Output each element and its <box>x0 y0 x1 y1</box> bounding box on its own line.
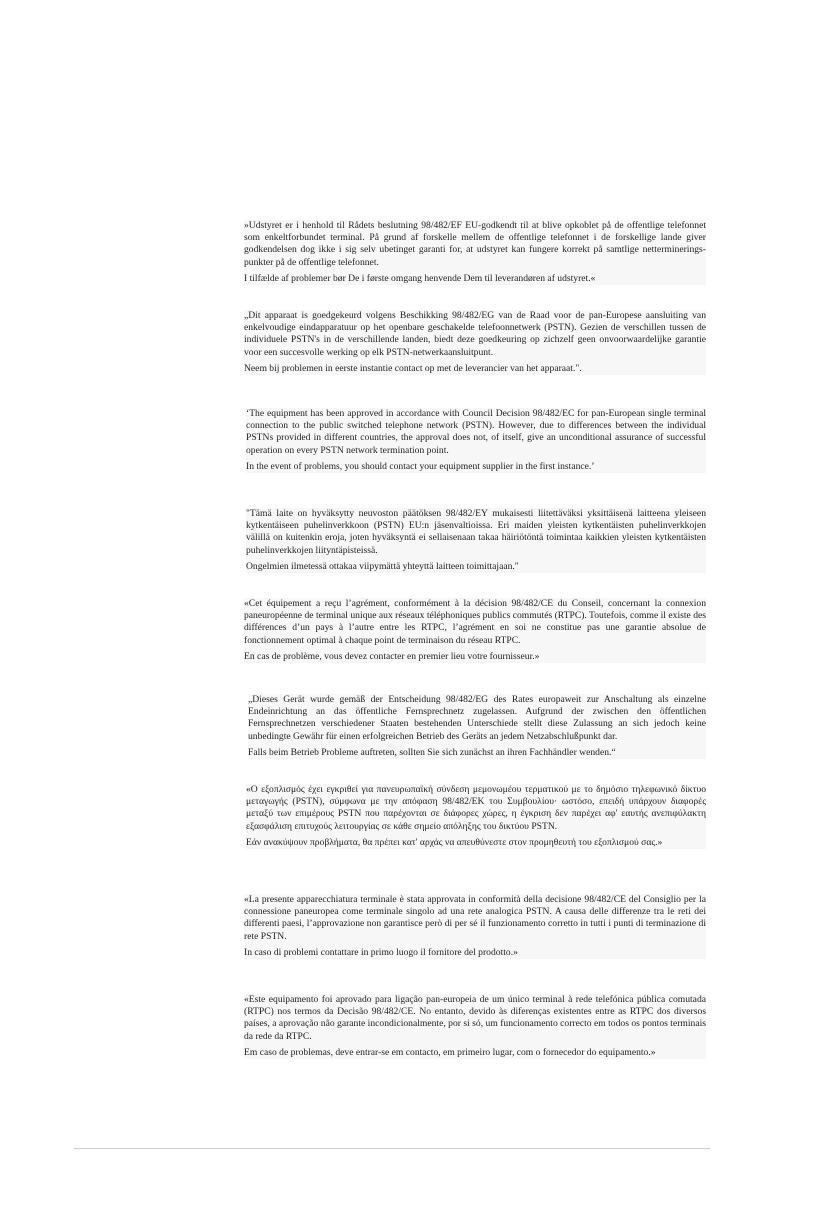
statement-contact-text: Ongelmien ilmetessä ottakaa viipymättä yhteyttä laitteen toimittajaan." <box>246 560 519 572</box>
footer-divider <box>74 1148 710 1149</box>
statement-main-text: «Cet équipement a reçu l’agrément, conformément à la décision 98/482/CE du Conseil, concernant la connexion paneuropéenne de terminal unique aux réseaux téléphoniques publics commutés (RTPC). Toutefois, comme il existe des différences d’un pays à l’autre entre les RTPC, l’agrément en soi ne constitue pas une garantie absolue de fonctionnement optimal à chaque point de terminaison du réseau RTPC. <box>244 598 706 646</box>
statement-main-text: «Este equipamento foi aprovado para ligação pan-europeia de um único terminal à rede telefónica pública comutada (RTPC) nos termos da Decisão 98/482/CE. No entanto, devido às diferenças existentes entre as RTPC dos diversos países, a aprovação não garante incondicionalmente, por si só, um funcionamento correcto em todos os pontos terminais da rede da RTPC. <box>244 994 706 1042</box>
statement-contact-text: Εάν ανακύψουν προβλήματα, θα πρέπει κατ' αρχάς να απευθύνεστε στον προμηθευτή του εξοπλισμού σας.» <box>246 836 663 848</box>
statement-contact-text: Em caso de problemas, deve entrar-se em contacto, em primeiro lugar, com o fornecedor do equipamento.» <box>244 1046 656 1058</box>
statement-main-text: „Dit apparaat is goedgekeurd volgens Beschikking 98/482/EG van de Raad voor de pan-Europese aansluiting van enkelvoudige eindapparatuur op het openbare geschakelde telefoonnetwerk (PSTN). Gezien de verschillen tussen de individuele PSTN's in de verschillende landen, biedt deze goedkeuring op zichzelf geen onvoorwaardelijke garantie voor een succesvolle werking op elk PSTN-netwerkaansluitpunt. <box>244 310 706 358</box>
statement-italian <box>244 894 706 959</box>
statement-main-text: «Ο εξοπλισμός έχει εγκριθεί για πανευρωπαϊκή σύνδεση μεμονωμέου τερματικού με το δημόσιο τηλεφωνικό δίκτυο μεταγωγής (PSTN), σύμφωνα με την απόφαση 98/482/ΕΚ του Συμβουλίου· ωστόσο, επειδή υπάρχουν διαφορές μεταξύ των επιμέρους PSTN που παρέχονται σε διάφορες χώρες, η έγκριση δεν παρέχει αφ' εαυτής ανεπιφύλακτη εξασφάλιση επιτυχούς λειτουργίας σε κάθε σημείο απόληξης του δικτύου PSTN. <box>246 784 706 832</box>
statement-portuguese <box>244 994 706 1059</box>
statement-french <box>244 598 706 663</box>
statement-finnish <box>246 508 706 573</box>
statement-contact-text: In caso di problemi contattare in primo luogo il fornitore del prodotto.» <box>244 946 518 958</box>
statement-main-text: „Dieses Gerät wurde gemäß der Entscheidung 98/482/EG des Rates europaweit zur Anschaltung als einzelne Endeinrichtung an das öffentliche Fernsprechnetz zugelassen. Aufgrund der zwischen den öffentlichen Fernsprechnetzen verschiedener Staaten bestehenden Unterschiede stellt diese Zulassung an sich jedoch keine unbedingte Gewähr für einen erfolgreichen Betrieb des Geräts an jedem Netzabschlußpunkt dar. <box>248 694 706 742</box>
statement-greek <box>246 784 706 849</box>
statement-dutch <box>244 310 706 375</box>
statement-german <box>248 694 706 759</box>
statement-main-text: «La presente apparecchiatura terminale è stata approvata in conformità della decisione 98/482/CE del Consiglio per la connessione paneuropea come terminale singolo ad una rete analogica PSTN. A causa delle differenze tra le reti dei differenti paesi, l’approvazione non garantisce però di per sé il funzionamento corretto in tutti i punti di terminazione di rete PSTN. <box>244 894 706 942</box>
statement-contact-text: I tilfælde af problemer bør De i første omgang henvende Dem til leverandøren af udstyret.« <box>244 272 596 284</box>
statement-contact-text: En cas de problème, vous devez contacter en premier lieu votre fournisseur.» <box>244 650 540 662</box>
statement-english <box>246 408 706 473</box>
statement-main-text: »Udstyret er i henhold til Rådets beslutning 98/482/EF EU-godkendt til at blive opkoblet på de offentlige telefonnet som enkeltforbundet terminal. På grund af forskelle mellem de offentlige telefonnet i de forskellige lande giver godkendelsen dog ikke i sig selv ubetinget garanti for, at udstyret kan fungere korrekt på samtlige nettermineringspunkter på de offentlige telefonnet. <box>244 220 706 268</box>
statement-contact-text: In the event of problems, you should contact your equipment supplier in the first instance.’ <box>246 460 595 472</box>
statement-main-text: "Tämä laite on hyväksytty neuvoston päätöksen 98/482/EY mukaisesti liitettäväksi yksittäisenä laitteena yleiseen kytkentäiseen puhelinverkkoon (PSTN) EU:n jäsenvaltioissa. Eri maiden yleisten kytkentäisten puhelinverkkojen välillä on kuitenkin eroja, joten hyväksyntä ei sellaisenaan takaa häiriötöntä toimintaa kaikkien yleisten kytkentäisten puhelinverkkojen liityntäpisteissä. <box>246 508 706 556</box>
statement-main-text: ‘The equipment has been approved in accordance with Council Decision 98/482/EC for pan-European single terminal connection to the public switched telephone network (PSTN). However, due to differences between the individual PSTNs provided in different countries, the approval does not, of itself, give an unconditional assurance of successful operation on every PSTN network termination point. <box>246 408 706 456</box>
statement-danish <box>244 220 706 285</box>
statement-contact-text: Neem bij problemen in eerste instantie contact op met de leverancier van het apparaat.". <box>244 362 582 374</box>
statement-contact-text: Falls beim Betrieb Probleme auftreten, sollten Sie sich zunächst an ihren Fachhändler wenden.“ <box>248 746 616 758</box>
